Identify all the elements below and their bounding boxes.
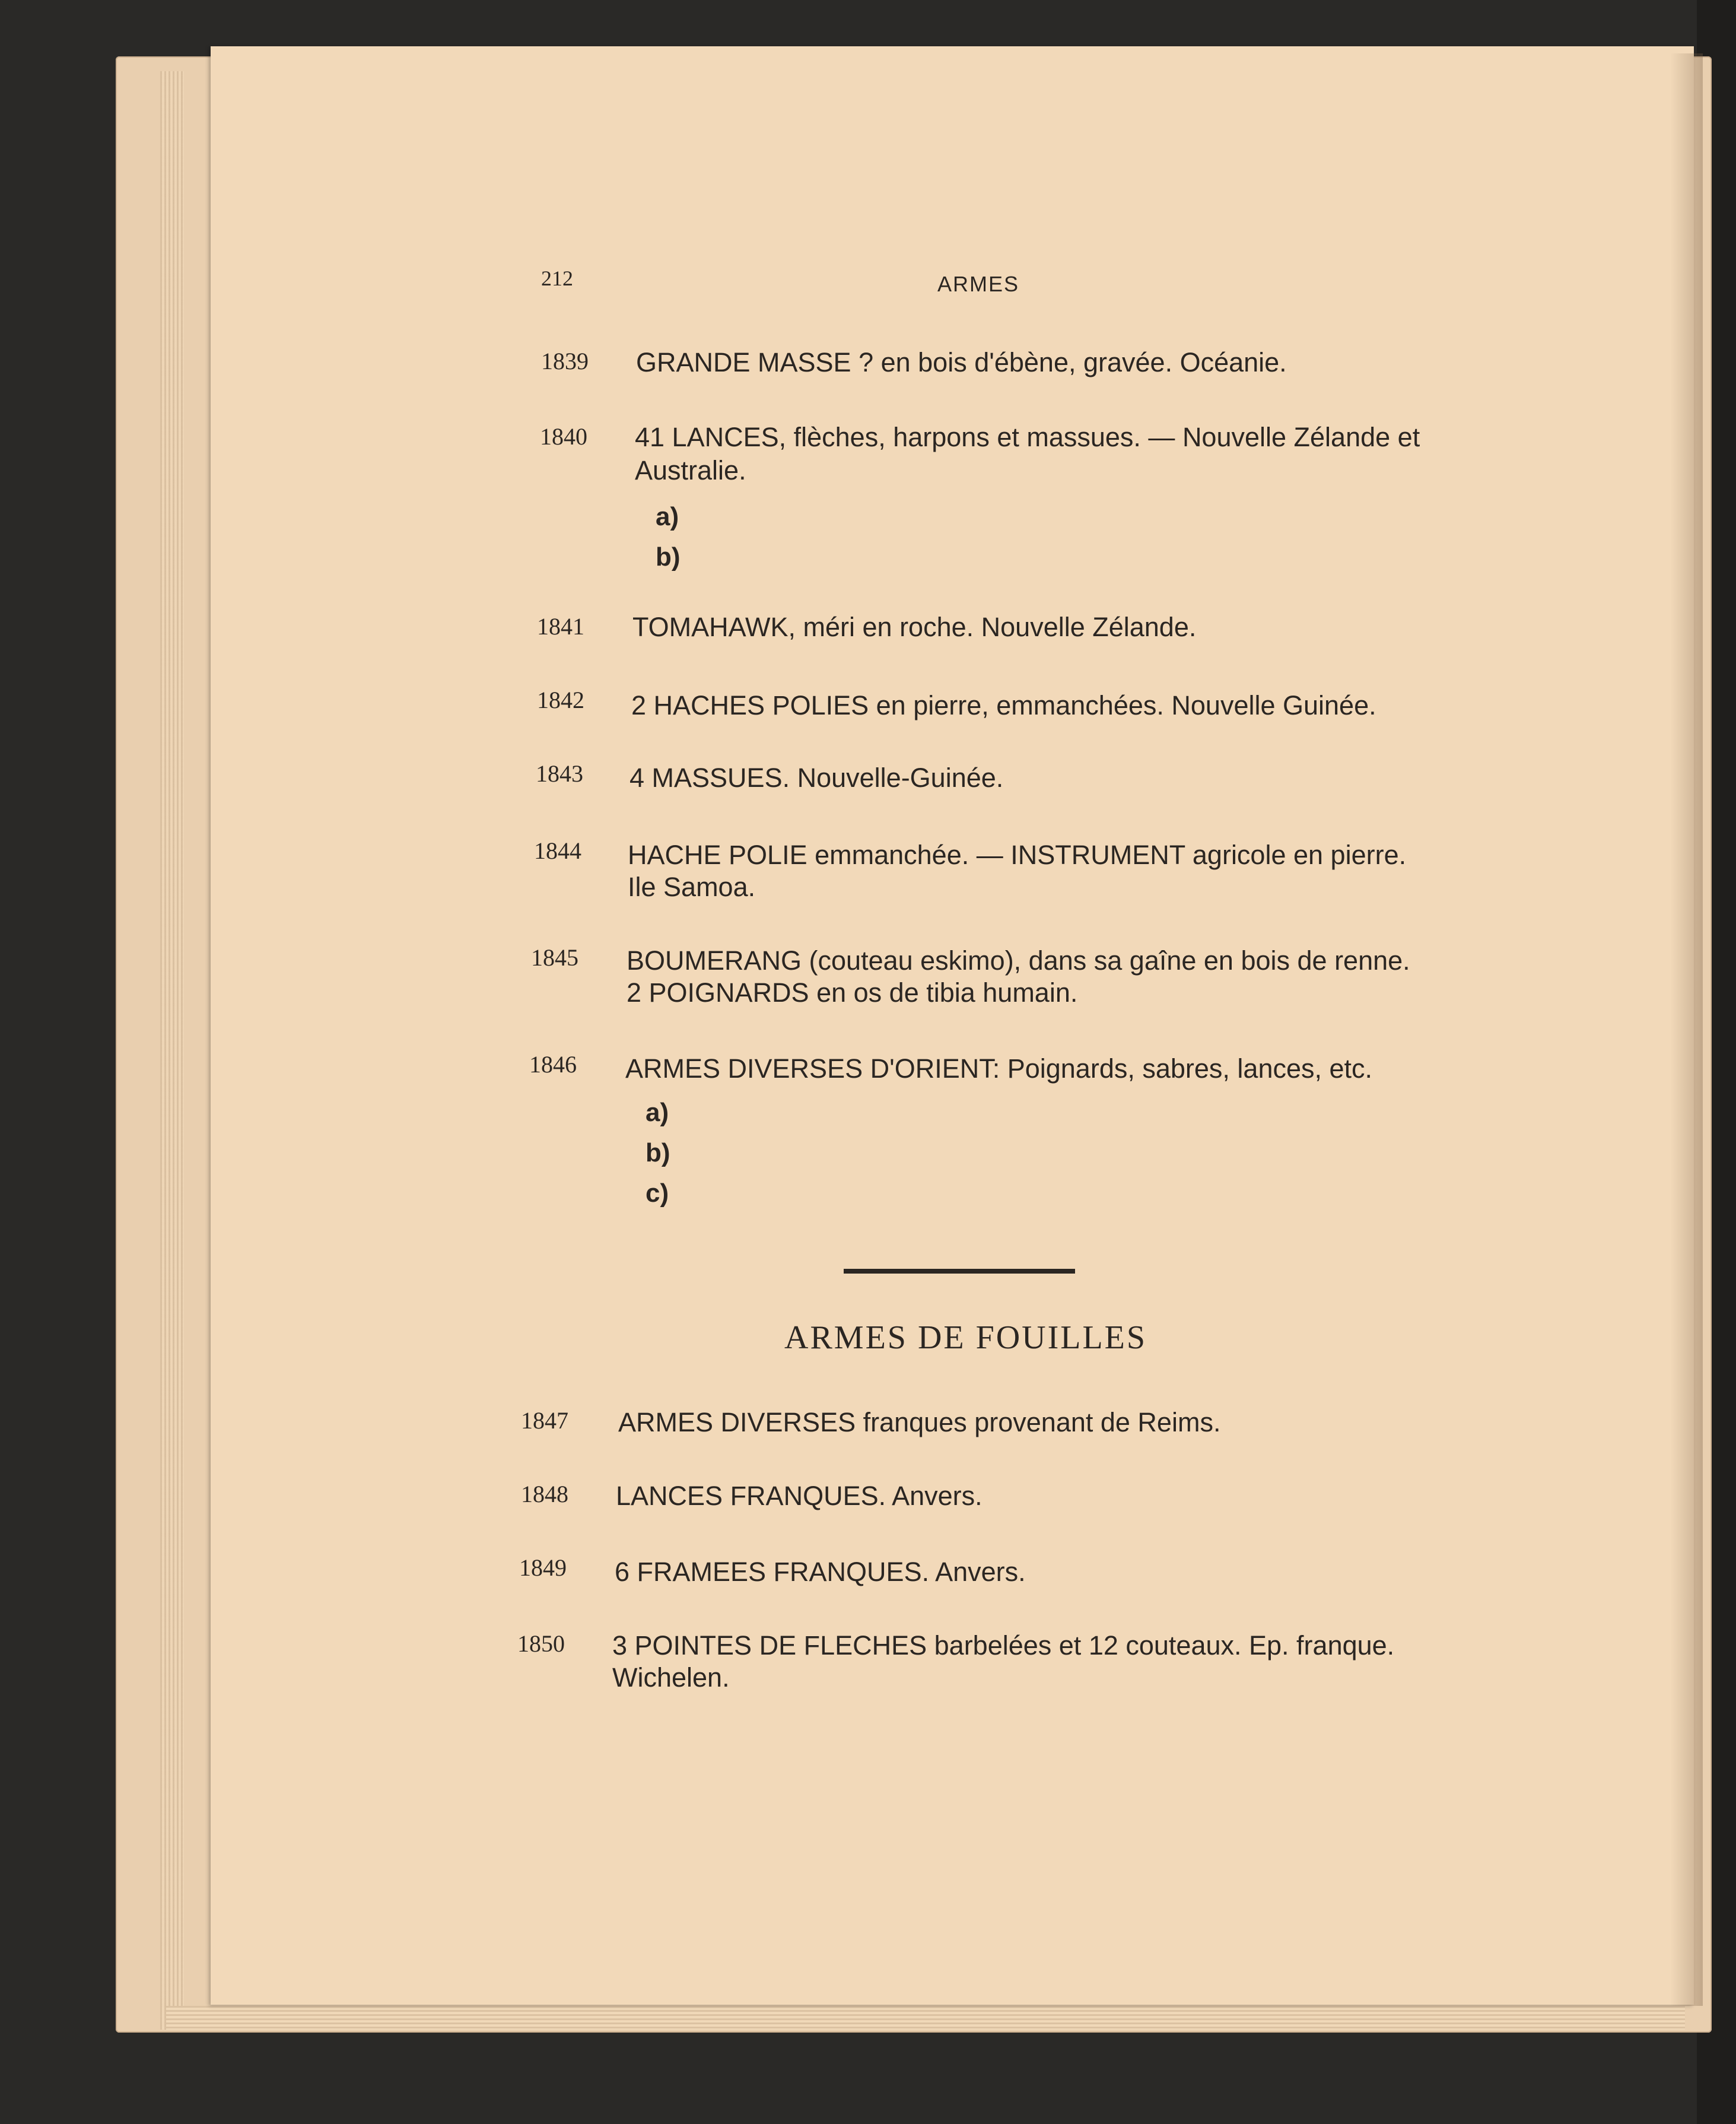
section-divider — [844, 1269, 1075, 1274]
section-title: ARMES DE FOUILLES — [784, 1319, 1147, 1356]
running-title: ARMES — [937, 272, 1020, 296]
entry-text: ARMES DIVERSES franques provenant de Reims. — [618, 1407, 1221, 1437]
entry-number: 1840 — [540, 423, 587, 450]
entry-number: 1844 — [534, 837, 581, 864]
entry-number: 1843 — [536, 760, 583, 787]
entry-text-continued: Wichelen. — [612, 1662, 730, 1693]
entry-number: 1846 — [529, 1051, 577, 1078]
entry-text: LANCES FRANQUES. Anvers. — [616, 1481, 983, 1511]
page-number: 212 — [541, 266, 573, 290]
entry-text: 41 LANCES, flèches, harpons et massues. — Nouvelle Zélande et — [635, 422, 1420, 452]
entry-number: 1842 — [537, 687, 584, 713]
entry-text: 3 POINTES DE FLECHES barbelées et 12 couteaux. Ep. franque. — [612, 1630, 1395, 1661]
entry-text: GRANDE MASSE ? en bois d'ébène, gravée. Océanie. — [636, 347, 1287, 377]
entry-text: BOUMERANG (couteau eskimo), dans sa gaîne en bois de renne. — [627, 945, 1410, 976]
catalog-page — [211, 46, 1694, 2005]
entry-text: HACHE POLIE emmanchée. — INSTRUMENT agricole en pierre. — [628, 840, 1407, 870]
page-edges-bottom — [166, 2006, 1685, 2030]
entry-text: TOMAHAWK, méri en roche. Nouvelle Zélande. — [632, 612, 1197, 642]
sub-item-label: c) — [646, 1179, 669, 1208]
entry-text: ARMES DIVERSES D'ORIENT: Poignards, sabres, lances, etc. — [625, 1053, 1373, 1084]
entry-text-continued: Australie. — [635, 455, 746, 485]
page-edges-left — [160, 71, 184, 2030]
entry-number: 1845 — [531, 944, 578, 971]
entry-text: 4 MASSUES. Nouvelle-Guinée. — [629, 763, 1004, 793]
entry-text: 6 FRAMEES FRANQUES. Anvers. — [615, 1557, 1026, 1587]
entry-number: 1841 — [537, 613, 584, 640]
gutter-shadow — [1670, 53, 1703, 2006]
sub-item-label: b) — [656, 542, 681, 572]
entry-number: 1850 — [517, 1630, 565, 1657]
entry-number: 1849 — [519, 1554, 567, 1581]
sub-item-label: a) — [656, 502, 679, 531]
sub-item-label: b) — [646, 1138, 670, 1167]
entry-number: 1848 — [521, 1481, 568, 1507]
sub-item-label: a) — [646, 1098, 669, 1127]
entry-text: 2 HACHES POLIES en pierre, emmanchées. Nouvelle Guinée. — [631, 690, 1376, 720]
entry-number: 1847 — [521, 1407, 568, 1434]
entry-number: 1839 — [541, 348, 589, 374]
entry-text-continued: 2 POIGNARDS en os de tibia humain. — [627, 977, 1078, 1008]
entry-text-continued: Ile Samoa. — [628, 872, 756, 902]
